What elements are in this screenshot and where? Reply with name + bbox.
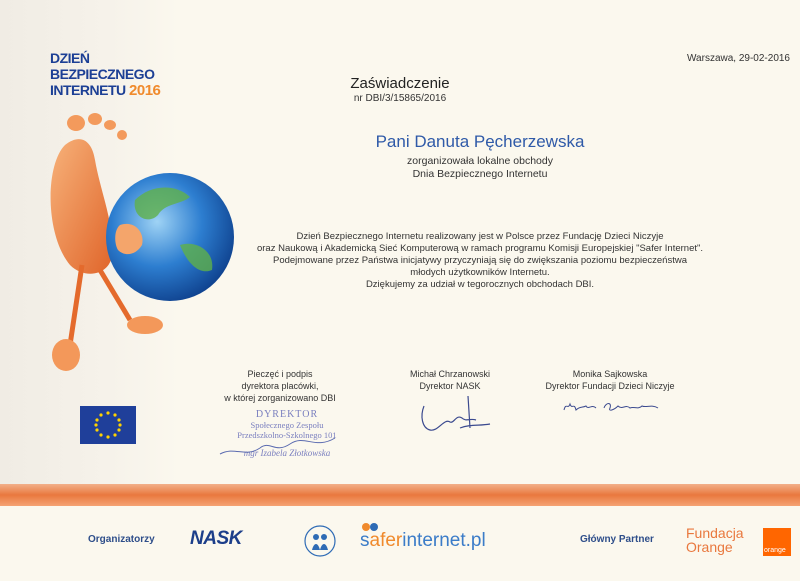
action-line: Dnia Bezpiecznego Internetu [412, 168, 548, 180]
stamp-label [205, 368, 355, 404]
safer-internet-logo: saferinternet.pl [360, 530, 486, 551]
certificate-title: Zaświadczenie [350, 75, 450, 92]
issue-date: Warszawa, 29-02-2016 [686, 53, 790, 64]
partner-line: Fundacja [686, 525, 744, 541]
nask-signature-icon [410, 388, 500, 436]
stamp-name: mgr Izabela Złotkowska [243, 448, 331, 458]
mascot-illustration [40, 105, 240, 390]
eu-flag-icon [80, 406, 136, 444]
footer [0, 506, 800, 581]
recipient-name: Pani Danuta Pęcherzewska [375, 132, 585, 151]
fundacja-orange-logo [686, 526, 744, 554]
stamp-label-line: dyrektora placówki, [241, 381, 319, 391]
safer-logo-part: internet.pl [402, 530, 486, 551]
logo-line-2: BEZPIECZNEGO [50, 66, 155, 82]
body-paragraph [215, 231, 745, 291]
stamp-line: Społecznego Zespołu [250, 420, 324, 430]
footer-band [0, 484, 800, 506]
certificate-number: nr DBI/3/15865/2016 [353, 93, 447, 104]
stamp-line: DYREKTOR [255, 409, 319, 420]
body-line: młodych użytkowników Internetu. [410, 267, 550, 278]
fdn-signature-icon [560, 396, 670, 416]
logo-line-3: INTERNETU [50, 82, 126, 98]
stamp-label-line: Pieczęć i podpis [247, 369, 313, 379]
safer-logo-part: s [360, 530, 370, 551]
safer-logo-part: fer [380, 530, 403, 551]
stamp-signature-icon [215, 420, 345, 462]
title-block [300, 75, 500, 104]
dbi-logo [50, 50, 160, 99]
body-line: Dziękujemy za udział w tegorocznych obchodach DBI. [365, 279, 595, 290]
organizers-label: Organizatorzy [88, 534, 155, 545]
orange-badge [763, 528, 791, 556]
body-line: oraz Naukową i Akademicką Sieć Komputerową w ramach programu Komisji Europejskiej "Safer Internet". [256, 243, 704, 254]
logo-line-1: DZIEŃ [50, 50, 90, 66]
body-line: Podejmowane przez Państwa inicjatywy przyczyniają się do zwiększania poziomu bezpieczeństwa [273, 255, 687, 266]
fdn-logo-icon [303, 524, 337, 558]
signatory-name: Michał Chrzanowski [409, 369, 491, 379]
stamp-line: Przedszkolno-Szkolnego 101 [237, 430, 337, 440]
body-line: Dzień Bezpiecznego Internetu realizowany jest w Polsce przez Fundację Dzieci Niczyje [296, 231, 664, 242]
fdn-signatory [510, 368, 710, 392]
logo-year: 2016 [129, 82, 161, 99]
partner-line: Orange [686, 539, 733, 555]
signatory-role: Dyrektor NASK [419, 381, 481, 391]
signatory-role: Dyrektor Fundacji Dzieci Niczyje [545, 381, 675, 391]
signatory-name: Monika Sajkowska [572, 369, 648, 379]
action-text [330, 155, 630, 181]
partner-label: Główny Partner [580, 534, 654, 545]
orange-badge-text: orange [764, 547, 786, 554]
stamp-label-line: w której zorganizowano DBI [224, 393, 336, 403]
nask-logo: NASK [190, 528, 242, 549]
action-line: zorganizowała lokalne obchody [407, 155, 553, 167]
